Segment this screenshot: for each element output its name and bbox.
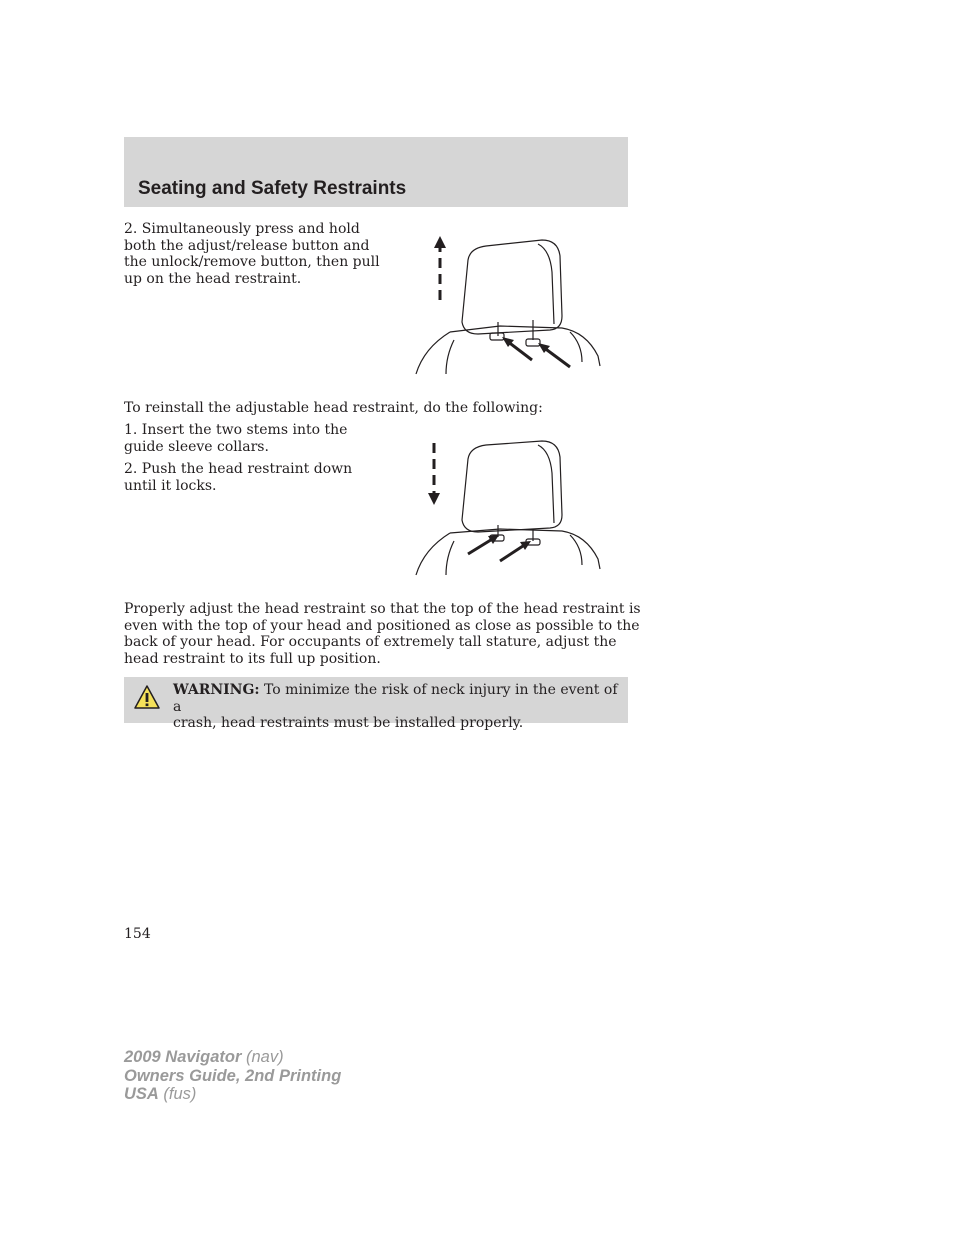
remove-step-text [124, 221, 380, 287]
warning-message-part-1: To minimize the risk of neck injury in the event of a [173, 682, 618, 715]
warning-message-part-2: crash, head restraints must be installed properly. [173, 715, 524, 731]
warning-box [124, 677, 628, 731]
reinstall-step-line: guide sleeve collars. [124, 438, 269, 455]
pointer-arrow-stem-left [468, 538, 494, 554]
dashed-arrow-up-icon-head [434, 236, 446, 248]
headrest-inner-edge [538, 244, 554, 324]
adjust-paragraph [124, 601, 641, 667]
footer-region: USA [124, 1085, 159, 1103]
seatback-contour [446, 541, 454, 575]
warning-text [173, 682, 623, 732]
adjust-paragraph-line: back of your head. For occupants of extremely tall stature, adjust the [124, 634, 617, 650]
dashed-arrow-down-icon-head [428, 493, 440, 505]
warning-triangle-icon [133, 684, 161, 710]
headrest-inner-edge [538, 445, 554, 523]
head-restraint-removal-illustration [410, 232, 610, 377]
warning-label: WARNING: [173, 682, 260, 698]
head-restraint-reinstall-illustration [410, 437, 610, 579]
sleeve-collar-left [490, 333, 504, 340]
seatback-left [416, 533, 450, 575]
seatback-top [450, 326, 600, 366]
remove-step-line: 2. Simultaneously press and hold [124, 221, 360, 237]
seatback-contour [570, 535, 582, 565]
seatback-contour [446, 340, 454, 374]
seatback-left [416, 332, 450, 374]
page-number: 154 [124, 926, 151, 942]
footer-guide: Owners Guide, 2nd Printing [124, 1066, 342, 1085]
remove-step-line: both the adjust/release button and [124, 237, 370, 254]
remove-step-line: the unlock/remove button, then pull [124, 254, 380, 270]
reinstall-step-2 [124, 461, 352, 494]
reinstall-intro: To reinstall the adjustable head restraint, do the following: [124, 400, 543, 416]
footer-model-code: (nav) [241, 1048, 284, 1066]
pointer-arrow-stem-right [500, 544, 526, 561]
adjust-paragraph-line: head restraint to its full up position. [124, 650, 381, 667]
section-title: Seating and Safety Restraints [138, 178, 407, 199]
reinstall-step-1 [124, 422, 347, 455]
footer-line-region [124, 1085, 341, 1104]
seatback-contour [570, 332, 582, 362]
adjust-paragraph-line: even with the top of your head and positioned as close as possible to the [124, 617, 640, 634]
footer-model: 2009 Navigator [124, 1048, 242, 1066]
adjust-paragraph-line: Properly adjust the head restraint so that the top of the head restraint is [124, 601, 641, 617]
pointer-arrow-remove-button [543, 347, 570, 367]
sleeve-collar-right [526, 339, 540, 346]
reinstall-step-line: 2. Push the head restraint down [124, 461, 353, 477]
footer-region-code: (fus) [158, 1085, 197, 1103]
pointer-arrow-adjust-button [507, 341, 532, 360]
document-footer [124, 1048, 341, 1104]
reinstall-step-line: until it locks. [124, 477, 217, 494]
warning-line-1 [173, 682, 623, 715]
remove-step-line: up on the head restraint. [124, 270, 302, 287]
footer-line-model [124, 1048, 341, 1067]
reinstall-step-line: 1. Insert the two stems into the [124, 422, 348, 438]
